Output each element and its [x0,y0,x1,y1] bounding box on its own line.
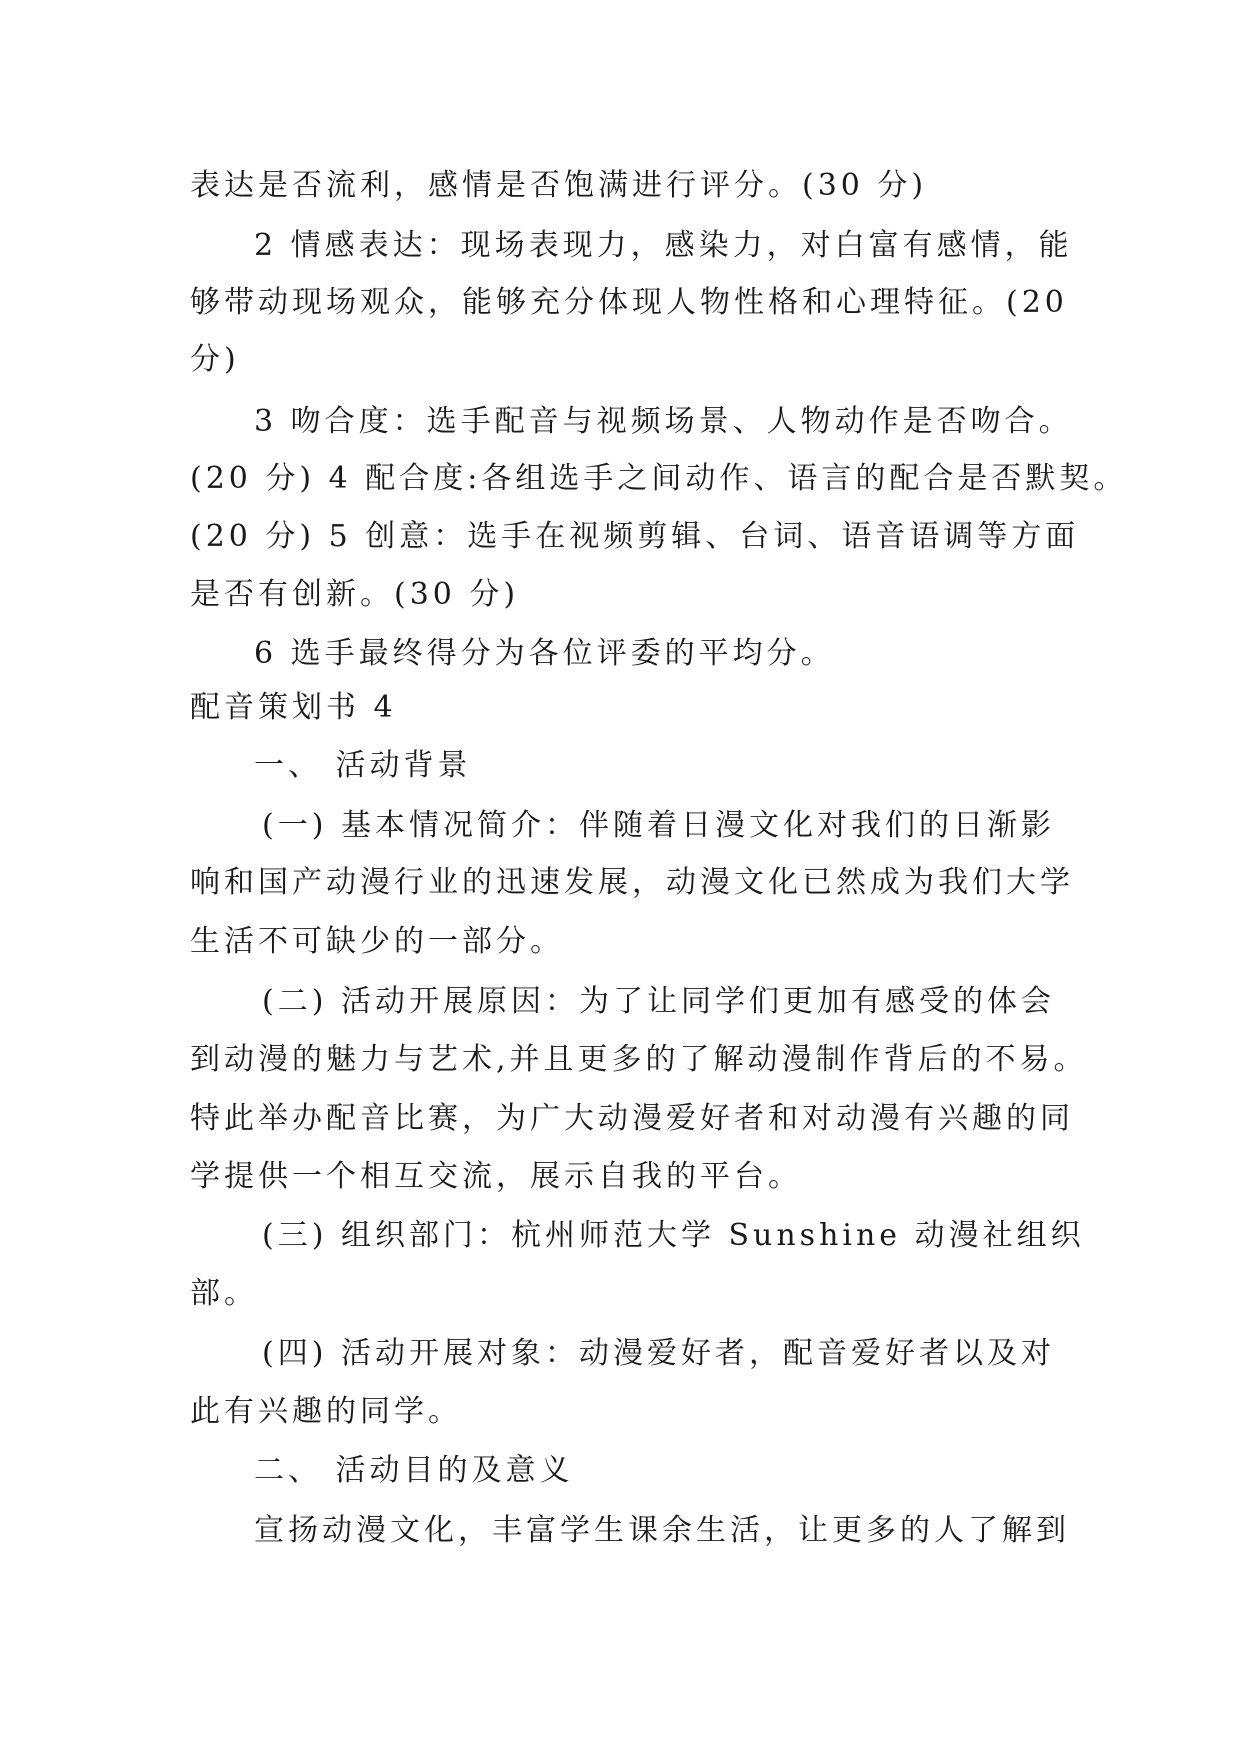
text-line: 部。 [190,1276,258,1311]
text-line: (20 分) 4 配合度:各组选手之间动作、语言的配合是否默契。 [190,461,1128,496]
text-line: (一) 基本情况简介：伴随着日漫文化对我们的日渐影 [262,808,1055,843]
heading: 一、 活动背景 [254,748,472,783]
text-line: 是否有创新。(30 分) [190,577,520,612]
text-line: 响和国产动漫行业的迅速发展，动漫文化已然成为我们大学 [190,865,1074,900]
text-line: 6 选手最终得分为各位评委的平均分。 [254,636,835,671]
text-line: (20 分) 5 创意：选手在视频剪辑、台词、语音语调等方面 [190,519,1080,554]
text-line: (四) 活动开展对象：动漫爱好者，配音爱好者以及对 [262,1336,1055,1371]
heading: 二、 活动目的及意义 [254,1453,574,1488]
text-line: 2 情感表达：现场表现力，感染力，对白富有感情，能 [254,228,1073,263]
text-line: 到动漫的魅力与艺术,并且更多的了解动漫制作背后的不易。 [190,1042,1088,1077]
text-line: (三) 组织部门：杭州师范大学 Sunshine 动漫社组织 [262,1218,1085,1253]
text-line: 此有兴趣的同学。 [190,1394,462,1429]
text-line: 够带动现场观众，能够充分体现人物性格和心理特征。(20 [190,285,1068,320]
text-line: 3 吻合度：选手配音与视频场景、人物动作是否吻合。 [254,404,1073,439]
text-line: 生活不可缺少的一部分。 [190,924,564,959]
text-line: 分) [190,342,240,377]
text-line: 宣扬动漫文化，丰富学生课余生活，让更多的人了解到 [254,1513,1070,1548]
text-line: 学提供一个相互交流，展示自我的平台。 [190,1159,802,1194]
text-line: (二) 活动开展原因：为了让同学们更加有感受的体会 [262,984,1055,1019]
text-line: 表达是否流利，感情是否饱满进行评分。(30 分) [190,168,928,203]
section-title: 配音策划书 4 [190,690,397,725]
text-line: 特此举办配音比赛，为广大动漫爱好者和对动漫有兴趣的同 [190,1101,1074,1136]
